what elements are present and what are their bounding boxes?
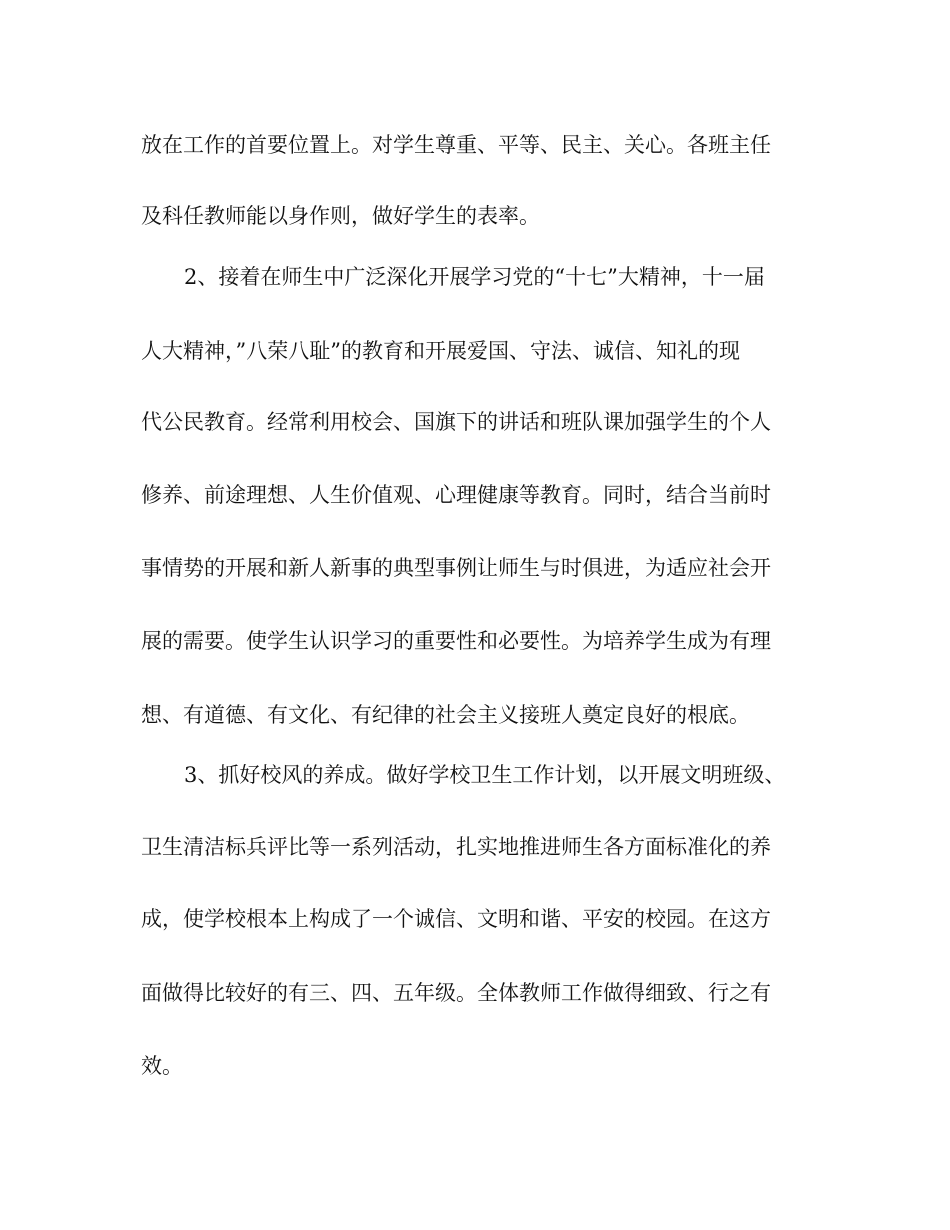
text-line: 展的需要。使学生认识学习的重要性和必要性。为培养学生成为有理 <box>141 629 771 653</box>
text-line: 放在工作的首要位置上。对学生尊重、平等、民主、关心。各班主任 <box>141 133 771 157</box>
text-line: 修养、前途理想、人生价值观、心理健康等教育。同时，结合当前时 <box>141 483 771 507</box>
text-line: 及科任教师能以身作则，做好学生的表率。 <box>141 204 540 228</box>
text-line: 卫生清洁标兵评比等一系列活动，扎实地推进师生各方面标准化的养 <box>141 835 771 859</box>
text-line: 面做得比较好的有三、四、五年级。全体教师工作做得细致、行之有 <box>141 981 771 1005</box>
text-line: 人大精神，”八荣八耻”的教育和开展爱国、守法、诚信、知礼的现 <box>141 339 740 363</box>
paragraph-3-start: 3、抓好校风的养成。做好学校卫生工作计划，以开展文明班级、 <box>184 763 786 787</box>
text-line: 代公民教育。经常利用校会、国旗下的讲话和班队课加强学生的个人 <box>141 410 771 434</box>
paragraph-2-start: 2、接着在师生中广泛深化开展学习党的“十七”大精神，十一届 <box>184 265 765 289</box>
text-line: 事情势的开展和新人新事的典型事例让师生与时俱进，为适应社会开 <box>141 556 771 580</box>
text-line: 成，使学校根本上构成了一个诚信、文明和谐、平安的校园。在这方 <box>141 907 771 931</box>
text-line: 效。 <box>141 1054 183 1078</box>
text-line: 想、有道德、有文化、有纪律的社会主义接班人奠定良好的根底。 <box>141 703 750 727</box>
